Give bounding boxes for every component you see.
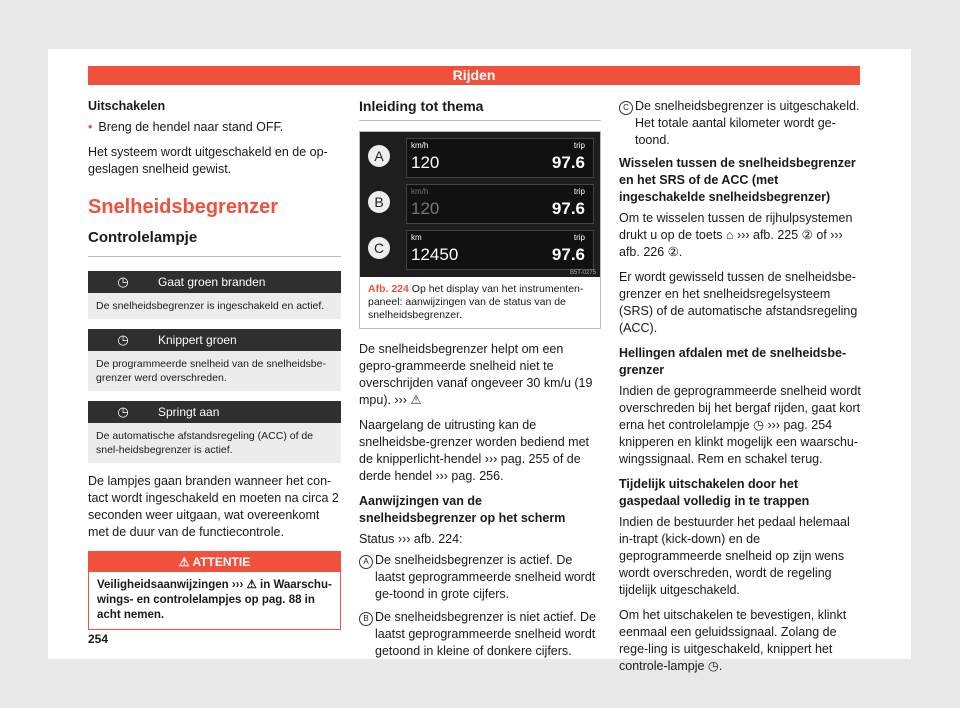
figure xyxy=(359,131,601,329)
lamp-header xyxy=(88,329,341,351)
paragraph: De lampjes gaan branden wanneer het con-tact wordt ingeschakeld en moeten na circa 2 seconden weer uitgaan, wat overeenkomt met de duur van de functiecontrole. xyxy=(88,474,339,539)
lamp-description: De automatische afstandsregeling (ACC) of de snel-heidsbegrenzer is actief. xyxy=(88,423,341,463)
display-letter: C xyxy=(368,237,390,259)
divider xyxy=(88,256,341,257)
trip-value: 97.6 xyxy=(551,153,585,172)
list-item xyxy=(359,609,601,660)
paragraph: De snelheidsbegrenzer helpt om een gepro-grammeerde snelheid niet te overschrijden vanaf ongeveer 30 km/u (19 mpu). ››› ⚠ xyxy=(359,342,593,407)
paragraph: Indien de bestuurder het pedaal helemaal in-trapt (kick-down) en de geprogrammeerde snelheid op zijn wens wordt overschreden, wordt de regeling tijdelijk uitgeschakeld. xyxy=(619,515,850,597)
lamp-description: De programmeerde snelheid van de snelheidsbe-grenzer werd overschreden. xyxy=(88,351,341,391)
display-panel xyxy=(406,138,594,178)
paragraph: Om te wisselen tussen de rijhulpsystemen drukt u op de toets ⌂ ››› afb. 225 ② of ››› afb. 226 ②. xyxy=(619,211,853,259)
display-row xyxy=(366,182,596,224)
lamp-title: Gaat groen branden xyxy=(158,275,266,289)
section-heading: Tijdelijk uitschakelen door het gaspedaal volledig in te trappen xyxy=(619,477,810,508)
unit-label: km/h xyxy=(411,141,429,150)
figure-caption xyxy=(360,277,600,328)
item-text: De snelheidsbegrenzer is niet actief. De laatst geprogrammeerde snelheid wordt getoond in kleine of donkere cijfers. xyxy=(375,610,596,658)
unit-label: km/h xyxy=(411,187,429,196)
paragraph: Het systeem wordt uitgeschakeld en de op-geslagen snelheid gewist. xyxy=(88,145,328,176)
chapter-title: Snelheidsbegrenzer xyxy=(88,196,279,218)
list-item xyxy=(359,552,601,603)
lamp-description: De snelheidsbegrenzer is ingeschakeld en actief. xyxy=(88,293,341,319)
marker-label: A xyxy=(359,555,373,569)
speed-limiter-icon: ◷ xyxy=(117,274,129,289)
bullet-text: Breng de hendel naar stand OFF. xyxy=(98,120,284,134)
page-number: 254 xyxy=(88,632,109,646)
section-heading: Hellingen afdalen met de snelheidsbe-grenzer xyxy=(619,346,847,377)
caption-text: Op het display van het instrumenten-paneel: aanwijzingen van de status van de snelheidsbegrenzer. xyxy=(368,283,584,321)
item-text: De snelheidsbegrenzer is uitgeschakeld. Het totale aantal kilometer wordt ge-toond. xyxy=(635,99,860,147)
warning-title xyxy=(89,552,340,572)
display-row xyxy=(366,228,596,270)
marker-label: B xyxy=(359,612,373,626)
warning-icon: ⚠ xyxy=(178,555,193,569)
list-item xyxy=(619,98,861,149)
item-marker xyxy=(619,98,635,149)
speed-limiter-icon: ◷ xyxy=(117,332,129,347)
column-right xyxy=(619,98,861,683)
speed-value: 120 xyxy=(411,153,440,172)
item-marker xyxy=(359,552,375,603)
trip-label: trip xyxy=(573,187,585,196)
warning-text: Veiligheidsaanwijzingen ››› ⚠ in Waarschu-wings- en controlelampjes op pag. 88 in acht nemen. xyxy=(97,579,332,621)
section-heading: Wisselen tussen de snelheidsbegrenzer en het SRS of de ACC (met ingeschakelde snelheidsbegrenzer) xyxy=(619,156,856,204)
display-panel xyxy=(406,184,594,224)
unit-label: km xyxy=(411,233,422,242)
display-letter: A xyxy=(368,145,390,167)
trip-label: trip xyxy=(573,141,585,150)
paragraph: Er wordt gewisseld tussen de snelheidsbe-grenzer en het snelheidsregelsysteem (SRS) of de automatische afstandsregeling (ACC). xyxy=(619,270,858,335)
column-middle xyxy=(359,98,601,666)
item-marker xyxy=(359,609,375,660)
item-text: De snelheidsbegrenzer is actief. De laatst geprogrammeerde snelheid wordt ge-toond in grote cijfers. xyxy=(375,553,596,601)
section-title: Inleiding tot thema xyxy=(359,98,601,121)
subsection-title: Controlelampje xyxy=(88,229,198,246)
warning-label: ATTENTIE xyxy=(192,555,251,569)
lamp-title: Knippert groen xyxy=(158,333,237,347)
marker-label: C xyxy=(619,101,633,115)
lamp-header xyxy=(88,401,341,423)
instrument-display-image xyxy=(360,132,600,277)
speed-value: 120 xyxy=(411,199,440,218)
figure-label: Afb. 224 xyxy=(368,283,409,295)
bullet-item xyxy=(88,119,341,136)
lamp-header xyxy=(88,271,341,293)
trip-value: 97.6 xyxy=(551,245,585,264)
paragraph: Naargelang de uitrusting kan de snelheidsbe-grenzer worden bediend met de knipperlicht-hendel ››› pag. 255 of de derde hendel ››› pag. 256. xyxy=(359,418,590,483)
lamp-title: Springt aan xyxy=(158,405,220,419)
section-heading: Aanwijzingen van de snelheidsbegrenzer op het scherm xyxy=(359,494,566,525)
odometer-value: 12450 xyxy=(411,245,459,264)
section-heading: Uitschakelen xyxy=(88,99,166,113)
paragraph: Indien de geprogrammeerde snelheid wordt overschreden bij het bergaf rijden, gaat kort erna het controlelampje ◷ ››› pag. 254 knipperen en klinkt mogelijk een waarschu-wingssignaal. Rem en schakel terug. xyxy=(619,384,861,466)
display-panel xyxy=(406,230,594,270)
column-left xyxy=(88,98,341,630)
trip-value: 97.6 xyxy=(551,199,585,218)
page-header: Rijden xyxy=(88,66,860,85)
display-letter: B xyxy=(368,191,390,213)
warning-box xyxy=(88,551,341,630)
speed-limiter-icon: ◷ xyxy=(117,404,129,419)
figure-code: B5T-0275 xyxy=(569,270,596,276)
display-row xyxy=(366,136,596,178)
status-line: Status ››› afb. 224: xyxy=(359,532,463,546)
paragraph: Om het uitschakelen te bevestigen, klinkt eenmaal een geluidssignaal. Zolang de rege-ling is uitgeschakeld, knippert het controle-lampje ◷. xyxy=(619,608,847,673)
trip-label: trip xyxy=(573,233,585,242)
